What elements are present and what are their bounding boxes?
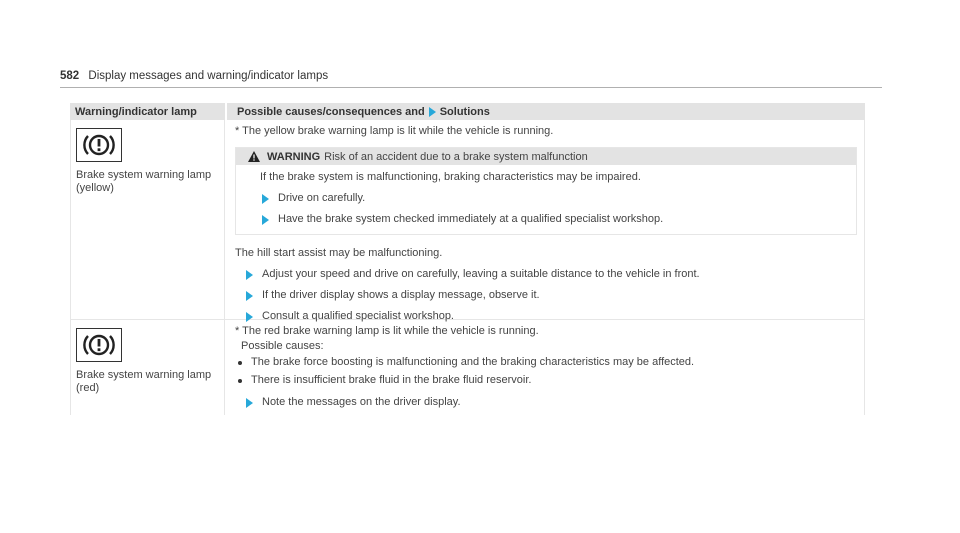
warning-text: Risk of an accident due to a brake system malfunction (324, 150, 588, 163)
play-arrow-icon (262, 215, 269, 225)
table-header (70, 103, 865, 120)
warning-body-text: If the brake system is malfunctioning, braking characteristics may be impaired. (260, 171, 641, 183)
play-arrow-icon (246, 291, 253, 301)
lamp-cell (70, 120, 225, 319)
action-text: Have the brake system checked immediately at a qualified specialist workshop. (278, 213, 664, 225)
action-item (260, 213, 856, 226)
action-text: Drive on carefully. (278, 192, 366, 204)
cause-intro: * The yellow brake warning lamp is lit while the vehicle is running. (235, 125, 554, 137)
page-header (60, 70, 328, 82)
play-arrow-icon (429, 107, 436, 117)
table-row (70, 320, 865, 415)
causes-label: Possible causes: (241, 340, 324, 352)
page-number: 582 (60, 70, 80, 82)
warning-lamp-table (70, 103, 865, 415)
warning-header (236, 148, 856, 165)
header-divider (60, 87, 882, 88)
play-arrow-icon (262, 194, 269, 204)
column-header-lamp: Warning/indicator lamp (75, 106, 197, 118)
table-row (70, 120, 865, 320)
warning-box (235, 147, 857, 235)
page-title: Display messages and warning/indicator lamps (88, 70, 329, 82)
cause-note: The hill start assist may be malfunctioning. (235, 247, 443, 259)
warning-body (236, 165, 856, 226)
play-arrow-icon (246, 270, 253, 280)
bullet-icon (238, 361, 242, 365)
list-item (235, 356, 864, 369)
causes-cell (225, 120, 865, 322)
column-header-causes (225, 103, 865, 120)
warning-title: WARNING (267, 150, 321, 163)
play-arrow-icon (246, 398, 253, 408)
brake-warning-icon (76, 328, 122, 362)
causes-cell (225, 320, 865, 415)
cause-intro: * The red brake warning lamp is lit while the vehicle is running. (235, 325, 539, 337)
lamp-label: Brake system warning lamp (red) (76, 369, 212, 394)
action-item (235, 289, 864, 302)
warning-triangle-icon (248, 151, 260, 162)
list-item (235, 374, 864, 387)
bullet-icon (238, 379, 242, 383)
lamp-label: Brake system warning lamp (yellow) (76, 169, 212, 194)
column-header-causes-label: Possible causes/consequences and (237, 106, 425, 118)
action-text: Consult a qualified specialist workshop. (262, 310, 454, 322)
action-text: If the driver display shows a display message, observe it. (262, 289, 540, 301)
action-text: Note the messages on the driver display. (262, 396, 461, 408)
brake-warning-icon (76, 128, 122, 162)
cause-text: The brake force boosting is malfunctioning and the braking characteristics may be affected. (251, 356, 695, 368)
action-item (235, 396, 864, 409)
cause-text: There is insufficient brake fluid in the brake fluid reservoir. (251, 374, 532, 386)
lamp-cell (70, 320, 225, 415)
action-item (235, 268, 864, 281)
action-item (260, 192, 856, 205)
action-text: Adjust your speed and drive on carefully, leaving a suitable distance to the vehicle in front. (262, 268, 700, 280)
column-header-solutions-label: Solutions (439, 106, 490, 118)
